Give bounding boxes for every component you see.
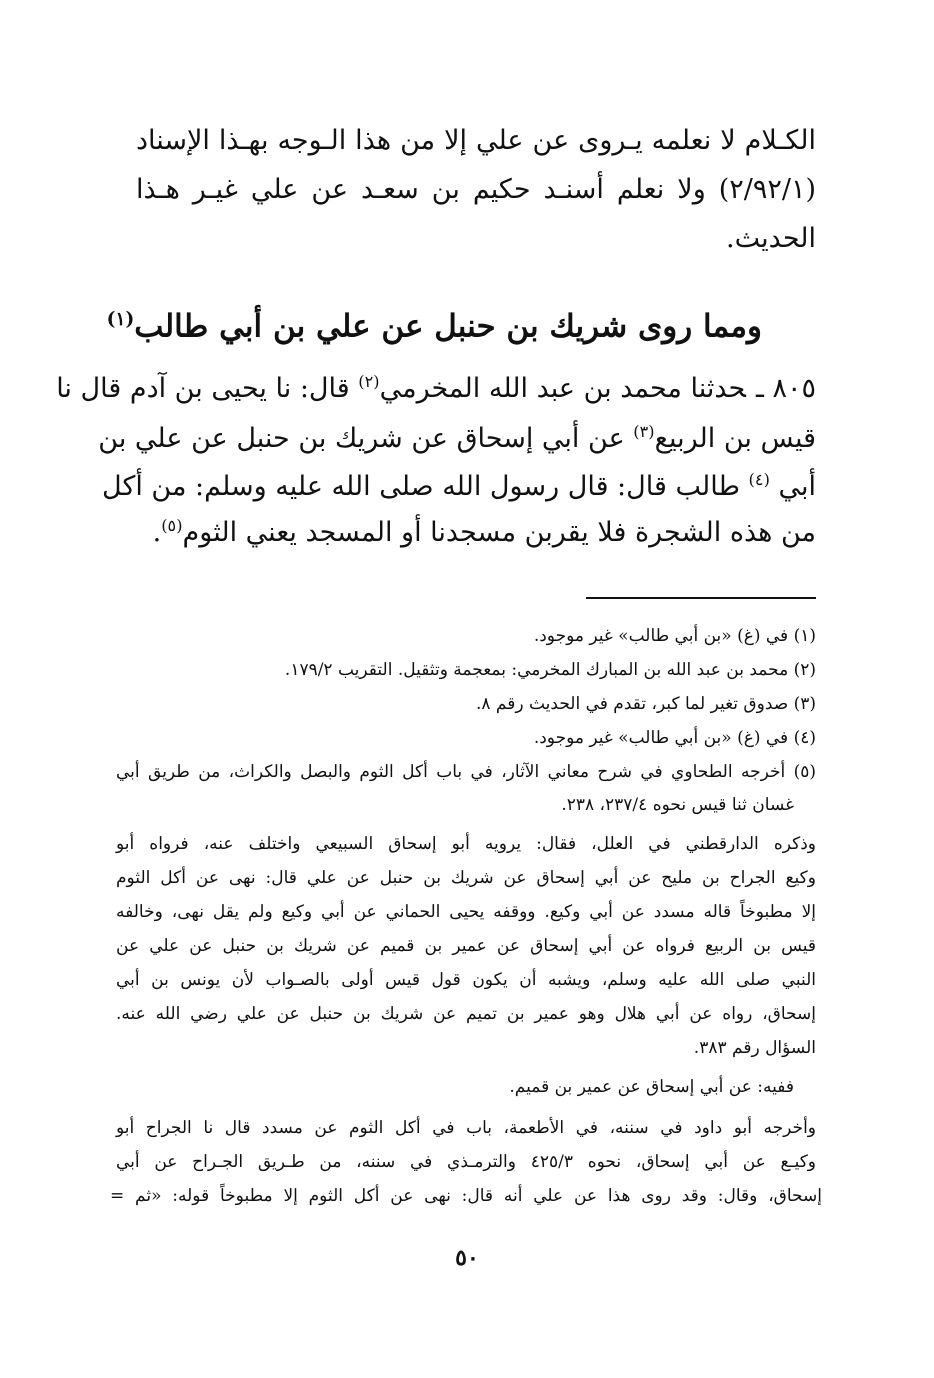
hadith-text: أبي [769, 471, 816, 502]
footnote: ففيه: عن أبي إسحاق عن عمير بن قميم. [509, 1077, 794, 1097]
hadith-line [56, 362, 816, 409]
hadith-text: عن أبي إسحاق عن شريك بن حنبل عن علي بن [98, 423, 634, 454]
footnote: وكيـع عن أبي إسحاق، نحوه ٤٢٥/٣ والترمـذي في سننه، من طـريق الجـراح عن أبي [116, 1152, 816, 1172]
footnote-ref: (٤) [748, 470, 770, 489]
hadith-line [116, 506, 816, 553]
paragraph-line: (٢/٩٢/١) ولا نعلم أسنـد حكيم بن سعـد عن علي غيـر هـذا [136, 174, 816, 205]
footnote: غسان ثنا قيس نحوه ٢٣٧/٤، ٢٣٨. [561, 795, 794, 815]
hadith-line [102, 460, 816, 507]
hadith-number: ٨٠٥ ـ [755, 373, 816, 404]
footnote: النبي صلى الله عليه وسلم، ويشبه أن يكون قول قيس أولى بالصـواب لأن يونس بن أبي [116, 970, 816, 990]
section-heading-text: ومما روى شريك بن حنبل عن علي بن أبي طالب [134, 308, 762, 345]
footnote-ref: (٢) [358, 372, 380, 391]
footnote: وأخرجه أبو داود في سننه، في الأطعمة، باب في أكل الثوم عن مسدد قال نا الجراح أبو [116, 1118, 816, 1138]
hadith-text: قال: نا يحيى بن آدم قال نا [56, 373, 359, 404]
footnote-separator [586, 597, 816, 599]
hadith-text: قيس بن الربيع [654, 423, 816, 454]
paragraph-line: الحديث. [726, 223, 816, 254]
footnote: إلا مطبوخاً قاله مسدد عن أبي وكيع. ووقفه يحيى الحماني عن أبي وكيع ولم يقل نهى، وخالفه [116, 902, 816, 922]
page-number: ٥٠ [455, 1245, 479, 1271]
hadith-text: من هذه الشجرة فلا يقربن مسجدنا أو المسجد يعني الثوم [182, 517, 816, 548]
footnote: إسحاق، رواه عن أبي هلال وهو عمير بن تميم عن شريك بن حنبل عن علي رضي الله عنه. [116, 1004, 816, 1024]
footnote-ref: (٥) [161, 516, 183, 535]
footnote: (٤) في (غ) «بن أبي طالب» غير موجود. [533, 728, 816, 748]
footnote: وكيع الجراح بن مليح عن أبي إسحاق عن شريك بن حنبل عن علي قال: نهى عن أكل الثوم [116, 868, 816, 888]
footnote: (٣) صدوق تغير لما كبر، تقدم في الحديث رقم ٨. [475, 694, 816, 714]
hadith-text: . [152, 517, 162, 548]
footnote-ref: (١) [106, 309, 135, 330]
section-heading [107, 298, 762, 348]
footnote: إسحاق، وقال: وقد روى هذا عن علي أنه قال: نهى عن أكل الثوم إلا مطبوخاً قوله: «ثم = [110, 1186, 822, 1206]
footnote: (١) في (غ) «بن أبي طالب» غير موجود. [533, 626, 816, 646]
footnote: السؤال رقم ٣٨٣. [693, 1038, 816, 1058]
footnote: (٢) محمد بن عبد الله بن المبارك المخرمي: بمعجمة وتثقيل. التقريب ١٧٩/٢. [284, 660, 816, 680]
hadith-line [98, 412, 816, 459]
footnote: قيس بن الربيع فرواه عن أبي إسحاق عن عمير بن قميم عن شريك بن حنبل عن علي عن [116, 936, 816, 956]
hadith-text: حدثنا محمد بن عبد الله المخرمي [379, 373, 746, 404]
footnote: (٥) أخرجه الطحاوي في شرح معاني الآثار، في باب أكل الثوم والبصل والكراث، من طريق أبي [116, 762, 816, 782]
hadith-text: طالب قال: قال رسول الله صلى الله عليه وسلم: من أكل [102, 471, 749, 502]
footnote: وذكره الدارقطني في العلل، فقال: يرويه أبو إسحاق السبيعي واختلف عنه، فرواه أبو [116, 834, 816, 854]
footnote-ref: (٣) [633, 422, 655, 441]
paragraph-line: الكـلام لا نعلمه يـروى عن علي إلا من هذا الـوجه بهـذا الإسناد [136, 125, 816, 156]
